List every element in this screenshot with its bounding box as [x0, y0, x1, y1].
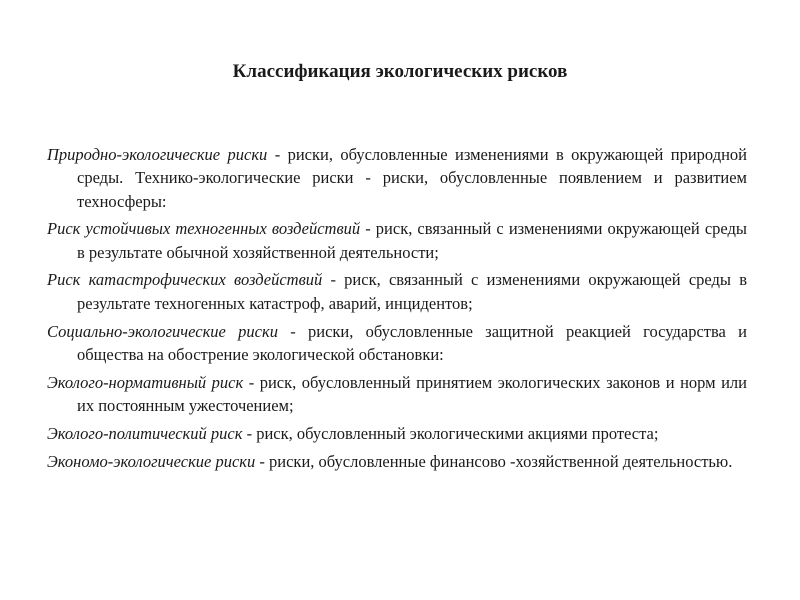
list-item [47, 268, 747, 315]
risk-definition: - риск, связанный с изменениями окружающей среды в результате обычной хозяйственной деятельности; [77, 219, 747, 262]
risk-definition: - риски, обусловленные изменениями в окружающей природной среды. Технико-экологические риски - риски, обусловленные появлением и развитием техносферы: [77, 145, 747, 211]
list-item [47, 217, 747, 264]
risk-definition: - риск, обусловленный принятием экологических законов и норм или их постоянным ужесточением; [77, 372, 747, 415]
risk-term: Эколого-политический риск [47, 423, 243, 443]
list-item [47, 143, 747, 213]
risk-definition: - риски, обусловленные защитной реакцией государства и общества на обострение экологической обстановки: [77, 321, 747, 364]
list-item [47, 320, 747, 367]
risk-list [47, 143, 747, 477]
slide-title: Классификация экологических рисков [232, 61, 568, 82]
risk-definition: - риск, обусловленный экологическими акциями протеста; [242, 423, 659, 443]
list-item [47, 450, 747, 473]
risk-term: Риск катастрофических воздействий [47, 270, 323, 290]
risk-term: Эколого-нормативный риск [47, 372, 244, 392]
risk-definition: - риски, обусловленные финансово -хозяйственной деятельностью. [255, 451, 733, 471]
list-item [47, 422, 747, 445]
risk-term: Природно-экологические риски [47, 145, 268, 164]
list-item [47, 371, 747, 418]
risk-term: Экономо-экологические риски [47, 451, 256, 471]
risk-term: Социально-экологические риски [47, 321, 278, 341]
risk-term: Риск устойчивых техногенных воздействий [47, 219, 361, 239]
risk-definition: - риск, связанный с изменениями окружающей среды в результате техногенных катастроф, аварий, инцидентов; [77, 270, 747, 313]
